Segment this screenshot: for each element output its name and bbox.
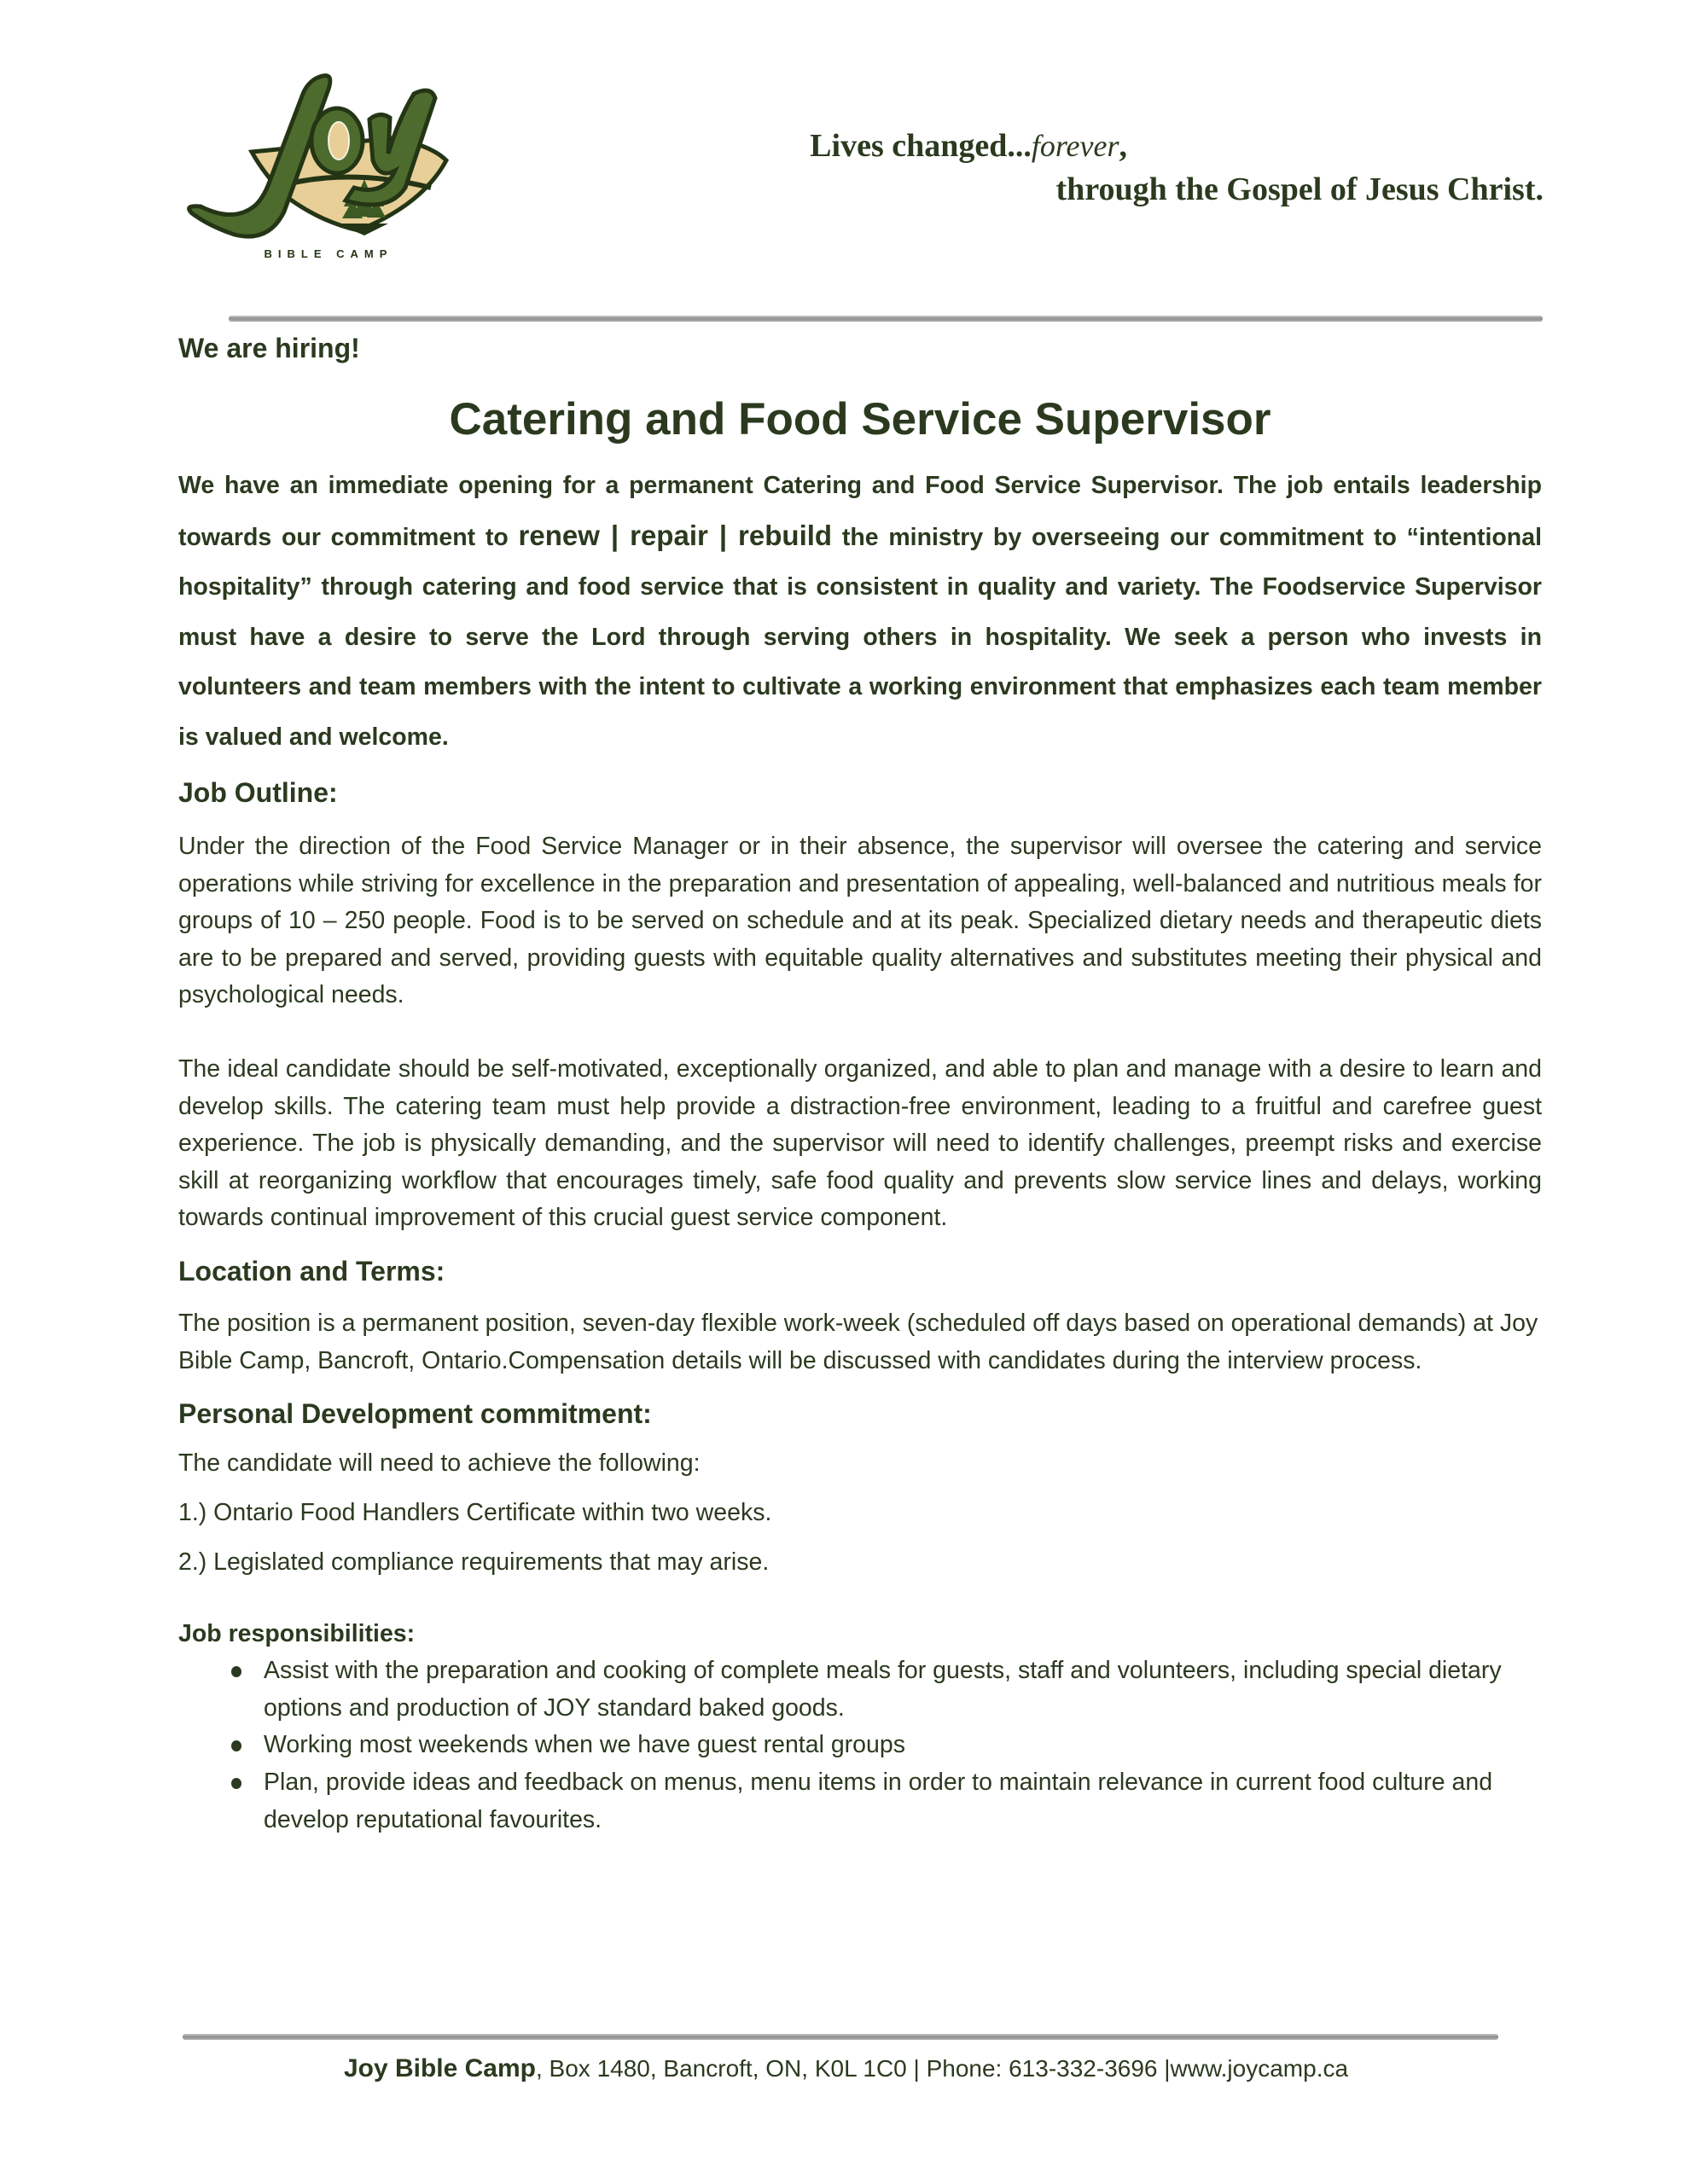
- location-terms-paragraph: The position is a permanent position, seven-day flexible work-week (scheduled off days based on operational demands) at Joy Bible Camp, Bancroft, Ontario.Compensation details will be discussed with candidates during the interview process.: [178, 1309, 1538, 1374]
- intro-emphasis: renew | repair | rebuild: [518, 519, 833, 551]
- responsibility-item: [178, 1727, 1526, 1764]
- joy-bible-camp-logo: [175, 60, 465, 264]
- intro-part-2: the ministry by overseeing our commitment to “intentional hospitality” through catering and food service that is consistent in quality and variety. The Foodservice Supervisor must have a desire to serve the Lord through serving others in hospitality. We seek a person who invests in volunteers and team members with the intent to cultivate a working environment that emphasizes each team member is valued and welcome.: [178, 523, 1542, 751]
- footer: [0, 2048, 1692, 2090]
- responsibility-item: [178, 1764, 1526, 1838]
- document-body: [178, 329, 1542, 1838]
- responsibility-text: Working most weekends when we have guest rental groups: [264, 1731, 905, 1759]
- tagline-prefix: Lives changed...: [810, 128, 1032, 164]
- job-outline-heading: Job Outline:: [178, 777, 338, 808]
- responsibility-item: [178, 1653, 1526, 1727]
- bullet-icon: [231, 1740, 241, 1751]
- tagline-line-2: through the Gospel of Jesus Christ.: [1055, 171, 1544, 207]
- bullet-icon: [231, 1778, 241, 1789]
- responsibility-text: Plan, provide ideas and feedback on menus, menu items in order to maintain relevance in current food culture and develop reputational favourites.: [264, 1768, 1493, 1833]
- page-title: Catering and Food Service Supervisor: [449, 394, 1271, 444]
- personal-development-intro: The candidate will need to achieve the following:: [178, 1449, 701, 1478]
- logo-graphic: [175, 60, 465, 264]
- bullet-icon: [231, 1666, 241, 1677]
- intro-paragraph: [178, 461, 1542, 762]
- footer-divider: [183, 2034, 1498, 2040]
- intro-part-1: We have an immediate opening for a permanent Catering and Food Service Supervisor. The job entails leadership towards our commitment to: [178, 472, 1542, 551]
- tagline-suffix: ,: [1119, 128, 1127, 164]
- tagline-italic: forever: [1031, 129, 1119, 163]
- tagline-line-1: [810, 125, 1127, 167]
- responsibilities-list: [178, 1653, 1542, 1838]
- location-terms-heading: Location and Terms:: [178, 1255, 445, 1287]
- responsibility-text: Assist with the preparation and cooking of complete meals for guests, staff and volunteers, including special dietary options and production of JOY standard baked goods.: [264, 1657, 1502, 1722]
- personal-development-item: 2.) Legislated compliance requirements that may arise.: [178, 1548, 770, 1577]
- tagline: [810, 125, 1544, 212]
- logo-subtitle: BIBLE CAMP: [264, 247, 393, 260]
- job-outline-paragraph: The ideal candidate should be self-motivated, exceptionally organized, and able to plan and manage with a desire to learn and develop skills. The catering team must help provide a distraction-free environment, leading to a fruitful and carefree guest experience. The job is physically demanding, and the supervisor will need to identify challenges, preempt risks and exercise skill at reorganizing workflow that encourages timely, safe food quality and prevents slow service lines and delays, working towards continual improvement of this crucial guest service component.: [178, 1054, 1542, 1232]
- responsibilities-heading: Job responsibilities:: [178, 1620, 416, 1648]
- footer-contact: , Box 1480, Bancroft, ON, K0L 1C0 | Phone: 613-332-3696 |www.joycamp.ca: [536, 2055, 1349, 2082]
- header-divider: [229, 316, 1543, 322]
- hiring-label: We are hiring!: [178, 333, 360, 363]
- personal-development-heading: Personal Development commitment:: [178, 1398, 652, 1430]
- job-outline-paragraph: Under the direction of the Food Service Manager or in their absence, the supervisor will oversee the catering and service operations while striving for excellence in the preparation and presentation of appealing, well-balanced and nutritious meals for groups of 10 – 250 people. Food is to be served on schedule and at its peak. Specialized dietary needs and therapeutic diets are to be prepared and served, providing guests with equitable quality alternatives and substitutes meeting their physical and psychological needs.: [178, 833, 1542, 1009]
- footer-org-name: Joy Bible Camp: [343, 2054, 536, 2082]
- personal-development-item: 1.) Ontario Food Handlers Certificate within two weeks.: [178, 1499, 772, 1527]
